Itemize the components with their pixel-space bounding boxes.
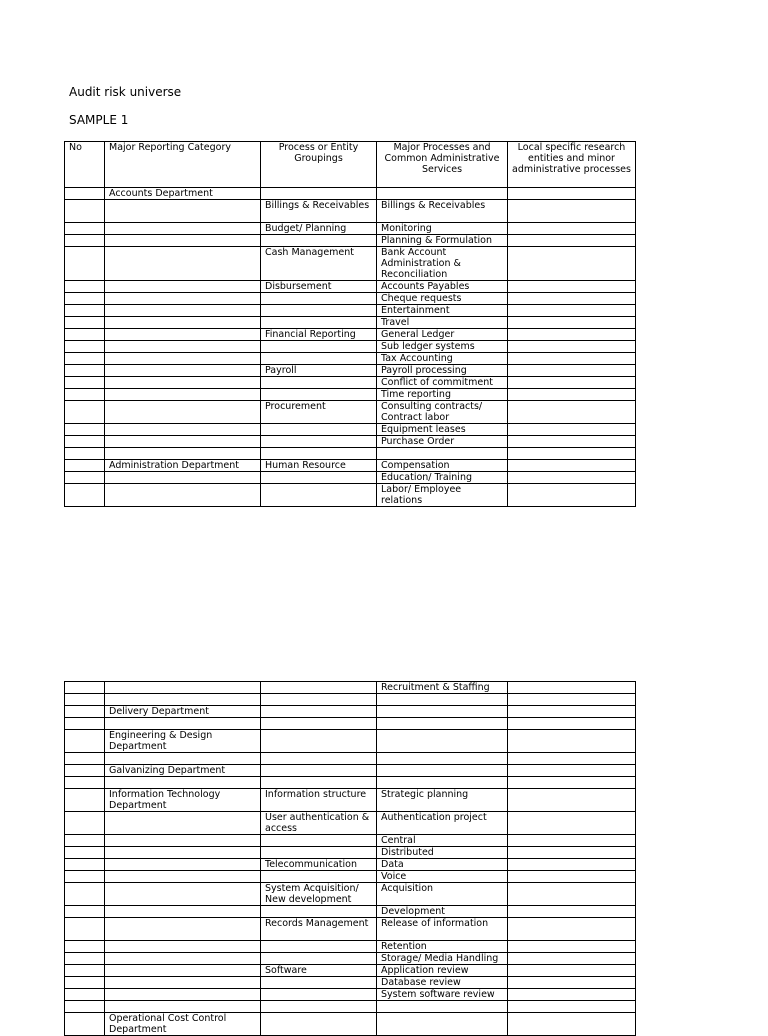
cell-local-specific	[508, 247, 636, 281]
cell-process-grouping	[261, 448, 377, 460]
cell-local-specific	[508, 341, 636, 353]
header-local-specific: Local specific research entities and minor administrative processes	[508, 142, 636, 188]
cell-local-specific	[508, 484, 636, 507]
cell-no	[65, 859, 105, 871]
cell-reporting-category	[105, 989, 261, 1001]
table-row	[65, 859, 636, 871]
cell-major-process	[377, 753, 508, 765]
cell-no	[65, 706, 105, 718]
table-row	[65, 682, 636, 694]
header-no: No	[65, 142, 105, 188]
cell-major-process: Voice	[377, 871, 508, 883]
table-row	[65, 871, 636, 883]
table-row	[65, 847, 636, 859]
cell-process-grouping	[261, 694, 377, 706]
table-row	[65, 460, 636, 472]
cell-no	[65, 953, 105, 965]
cell-process-grouping: Procurement	[261, 401, 377, 424]
cell-local-specific	[508, 401, 636, 424]
cell-reporting-category	[105, 293, 261, 305]
cell-local-specific	[508, 941, 636, 953]
cell-no	[65, 965, 105, 977]
cell-major-process	[377, 188, 508, 200]
cell-major-process	[377, 777, 508, 789]
cell-local-specific	[508, 472, 636, 484]
cell-no	[65, 1001, 105, 1013]
cell-local-specific	[508, 305, 636, 317]
cell-process-grouping	[261, 682, 377, 694]
cell-reporting-category	[105, 484, 261, 507]
cell-no	[65, 941, 105, 953]
cell-major-process: Distributed	[377, 847, 508, 859]
cell-local-specific	[508, 436, 636, 448]
cell-process-grouping	[261, 293, 377, 305]
cell-process-grouping	[261, 389, 377, 401]
cell-major-process: Billings & Receivables	[377, 200, 508, 223]
cell-local-specific	[508, 389, 636, 401]
cell-process-grouping	[261, 871, 377, 883]
cell-no	[65, 906, 105, 918]
cell-major-process: Consulting contracts/ Contract labor	[377, 401, 508, 424]
cell-major-process: Database review	[377, 977, 508, 989]
cell-reporting-category	[105, 777, 261, 789]
cell-major-process	[377, 448, 508, 460]
cell-process-grouping: Records Management	[261, 918, 377, 941]
cell-local-specific	[508, 317, 636, 329]
header-process-groupings: Process or Entity Groupings	[261, 142, 377, 188]
table-row	[65, 835, 636, 847]
cell-process-grouping: Financial Reporting	[261, 329, 377, 341]
cell-local-specific	[508, 789, 636, 812]
header-major-reporting-category: Major Reporting Category	[105, 142, 261, 188]
cell-local-specific	[508, 460, 636, 472]
cell-reporting-category	[105, 448, 261, 460]
cell-major-process: Development	[377, 906, 508, 918]
cell-local-specific	[508, 365, 636, 377]
cell-no	[65, 200, 105, 223]
cell-no	[65, 293, 105, 305]
cell-reporting-category: Accounts Department	[105, 188, 261, 200]
cell-no	[65, 918, 105, 941]
table-row	[65, 1001, 636, 1013]
cell-major-process: Equipment leases	[377, 424, 508, 436]
cell-reporting-category	[105, 847, 261, 859]
cell-major-process: Storage/ Media Handling	[377, 953, 508, 965]
cell-major-process: Data	[377, 859, 508, 871]
cell-local-specific	[508, 953, 636, 965]
cell-reporting-category: Administration Department	[105, 460, 261, 472]
cell-process-grouping	[261, 436, 377, 448]
cell-major-process: Education/ Training	[377, 472, 508, 484]
cell-reporting-category	[105, 941, 261, 953]
table-row	[65, 765, 636, 777]
cell-reporting-category	[105, 424, 261, 436]
cell-local-specific	[508, 424, 636, 436]
cell-major-process: Labor/ Employee relations	[377, 484, 508, 507]
cell-local-specific	[508, 777, 636, 789]
cell-major-process	[377, 718, 508, 730]
cell-no	[65, 472, 105, 484]
cell-no	[65, 341, 105, 353]
cell-no	[65, 812, 105, 835]
table-row	[65, 777, 636, 789]
cell-no	[65, 871, 105, 883]
cell-no	[65, 835, 105, 847]
cell-no	[65, 436, 105, 448]
cell-process-grouping: Information structure	[261, 789, 377, 812]
cell-major-process: Bank Account Administration & Reconciliation	[377, 247, 508, 281]
cell-process-grouping	[261, 424, 377, 436]
table-row	[65, 906, 636, 918]
cell-major-process	[377, 765, 508, 777]
table-row	[65, 353, 636, 365]
cell-local-specific	[508, 1001, 636, 1013]
table-row	[65, 329, 636, 341]
cell-process-grouping	[261, 235, 377, 247]
cell-major-process: System software review	[377, 989, 508, 1001]
cell-reporting-category	[105, 965, 261, 977]
table-row	[65, 200, 636, 223]
cell-no	[65, 989, 105, 1001]
cell-reporting-category	[105, 305, 261, 317]
cell-local-specific	[508, 730, 636, 753]
cell-local-specific	[508, 847, 636, 859]
header-major-processes: Major Processes and Common Administrative Services	[377, 142, 508, 188]
cell-major-process	[377, 1013, 508, 1036]
table-row	[65, 941, 636, 953]
cell-no	[65, 977, 105, 989]
cell-no	[65, 730, 105, 753]
cell-process-grouping	[261, 353, 377, 365]
cell-process-grouping	[261, 977, 377, 989]
table-row	[65, 918, 636, 941]
table-row	[65, 1013, 636, 1036]
cell-no	[65, 883, 105, 906]
cell-no	[65, 765, 105, 777]
table-row	[65, 694, 636, 706]
cell-local-specific	[508, 965, 636, 977]
cell-no	[65, 424, 105, 436]
cell-major-process: Recruitment & Staffing	[377, 682, 508, 694]
table-row	[65, 281, 636, 293]
cell-reporting-category	[105, 859, 261, 871]
cell-major-process: General Ledger	[377, 329, 508, 341]
cell-reporting-category	[105, 341, 261, 353]
table-row	[65, 989, 636, 1001]
cell-reporting-category: Delivery Department	[105, 706, 261, 718]
cell-reporting-category	[105, 317, 261, 329]
table-row	[65, 235, 636, 247]
cell-reporting-category	[105, 906, 261, 918]
table-row	[65, 341, 636, 353]
cell-local-specific	[508, 977, 636, 989]
cell-no	[65, 460, 105, 472]
page-title: Audit risk universe	[69, 85, 182, 99]
cell-no	[65, 317, 105, 329]
cell-no	[65, 484, 105, 507]
cell-process-grouping: Disbursement	[261, 281, 377, 293]
cell-major-process: Retention	[377, 941, 508, 953]
cell-reporting-category	[105, 835, 261, 847]
cell-major-process: Release of information	[377, 918, 508, 941]
table-row	[65, 730, 636, 753]
cell-reporting-category	[105, 235, 261, 247]
cell-reporting-category	[105, 718, 261, 730]
cell-major-process: Tax Accounting	[377, 353, 508, 365]
table-row	[65, 389, 636, 401]
cell-process-grouping	[261, 777, 377, 789]
cell-process-grouping	[261, 941, 377, 953]
table-row	[65, 718, 636, 730]
cell-reporting-category	[105, 883, 261, 906]
cell-local-specific	[508, 353, 636, 365]
cell-local-specific	[508, 448, 636, 460]
cell-no	[65, 789, 105, 812]
cell-major-process: Acquisition	[377, 883, 508, 906]
cell-reporting-category	[105, 1001, 261, 1013]
cell-process-grouping	[261, 1001, 377, 1013]
cell-process-grouping	[261, 341, 377, 353]
table-row	[65, 472, 636, 484]
cell-reporting-category: Galvanizing Department	[105, 765, 261, 777]
cell-reporting-category: Operational Cost Control Department	[105, 1013, 261, 1036]
cell-major-process	[377, 694, 508, 706]
table-row	[65, 965, 636, 977]
cell-local-specific	[508, 223, 636, 235]
cell-major-process: Authentication project	[377, 812, 508, 835]
cell-process-grouping	[261, 718, 377, 730]
cell-process-grouping: System Acquisition/ New development	[261, 883, 377, 906]
cell-reporting-category	[105, 200, 261, 223]
table-row	[65, 424, 636, 436]
cell-local-specific	[508, 883, 636, 906]
cell-process-grouping: Budget/ Planning	[261, 223, 377, 235]
table-row	[65, 953, 636, 965]
table-row	[65, 436, 636, 448]
cell-no	[65, 401, 105, 424]
cell-reporting-category	[105, 871, 261, 883]
table-row	[65, 293, 636, 305]
cell-major-process: Compensation	[377, 460, 508, 472]
cell-no	[65, 329, 105, 341]
cell-no	[65, 305, 105, 317]
cell-reporting-category	[105, 223, 261, 235]
cell-process-grouping	[261, 305, 377, 317]
cell-reporting-category	[105, 377, 261, 389]
cell-local-specific	[508, 859, 636, 871]
table-row	[65, 188, 636, 200]
cell-process-grouping	[261, 953, 377, 965]
cell-no	[65, 188, 105, 200]
cell-major-process: Central	[377, 835, 508, 847]
cell-no	[65, 847, 105, 859]
cell-process-grouping	[261, 1013, 377, 1036]
cell-reporting-category	[105, 365, 261, 377]
cell-local-specific	[508, 200, 636, 223]
cell-process-grouping: Cash Management	[261, 247, 377, 281]
cell-local-specific	[508, 188, 636, 200]
cell-major-process: Payroll processing	[377, 365, 508, 377]
cell-major-process: Cheque requests	[377, 293, 508, 305]
table-row	[65, 883, 636, 906]
cell-major-process: Accounts Payables	[377, 281, 508, 293]
table-row	[65, 706, 636, 718]
cell-reporting-category	[105, 353, 261, 365]
cell-major-process	[377, 1001, 508, 1013]
table-row	[65, 448, 636, 460]
cell-local-specific	[508, 918, 636, 941]
cell-reporting-category	[105, 389, 261, 401]
cell-process-grouping	[261, 317, 377, 329]
cell-reporting-category	[105, 472, 261, 484]
table-row	[65, 789, 636, 812]
cell-major-process: Entertainment	[377, 305, 508, 317]
cell-reporting-category	[105, 953, 261, 965]
cell-local-specific	[508, 235, 636, 247]
cell-reporting-category	[105, 247, 261, 281]
cell-process-grouping	[261, 472, 377, 484]
cell-process-grouping	[261, 706, 377, 718]
cell-no	[65, 753, 105, 765]
cell-major-process: Application review	[377, 965, 508, 977]
table-row	[65, 365, 636, 377]
cell-local-specific	[508, 765, 636, 777]
cell-reporting-category	[105, 329, 261, 341]
cell-reporting-category	[105, 694, 261, 706]
table-header-row	[65, 142, 636, 188]
table-row	[65, 223, 636, 235]
cell-no	[65, 281, 105, 293]
cell-process-grouping: Software	[261, 965, 377, 977]
cell-local-specific	[508, 706, 636, 718]
cell-process-grouping: User authentication & access	[261, 812, 377, 835]
cell-major-process: Purchase Order	[377, 436, 508, 448]
cell-major-process: Time reporting	[377, 389, 508, 401]
cell-no	[65, 682, 105, 694]
cell-local-specific	[508, 329, 636, 341]
cell-no	[65, 365, 105, 377]
cell-no	[65, 353, 105, 365]
cell-no	[65, 718, 105, 730]
cell-local-specific	[508, 835, 636, 847]
table-row	[65, 317, 636, 329]
cell-no	[65, 235, 105, 247]
cell-reporting-category	[105, 401, 261, 424]
cell-no	[65, 389, 105, 401]
cell-local-specific	[508, 906, 636, 918]
cell-reporting-category	[105, 977, 261, 989]
cell-process-grouping	[261, 188, 377, 200]
cell-process-grouping	[261, 484, 377, 507]
cell-local-specific	[508, 293, 636, 305]
cell-major-process: Planning & Formulation	[377, 235, 508, 247]
cell-major-process: Conflict of commitment	[377, 377, 508, 389]
cell-local-specific	[508, 812, 636, 835]
cell-no	[65, 1013, 105, 1036]
cell-local-specific	[508, 694, 636, 706]
cell-reporting-category	[105, 918, 261, 941]
cell-process-grouping: Human Resource	[261, 460, 377, 472]
cell-reporting-category	[105, 436, 261, 448]
cell-local-specific	[508, 1013, 636, 1036]
cell-process-grouping	[261, 753, 377, 765]
table-row	[65, 484, 636, 507]
cell-major-process	[377, 730, 508, 753]
cell-no	[65, 448, 105, 460]
cell-reporting-category: Engineering & Design Department	[105, 730, 261, 753]
cell-major-process: Sub ledger systems	[377, 341, 508, 353]
table-row	[65, 753, 636, 765]
cell-reporting-category	[105, 812, 261, 835]
cell-no	[65, 377, 105, 389]
cell-process-grouping: Billings & Receivables	[261, 200, 377, 223]
cell-local-specific	[508, 871, 636, 883]
audit-table-page-1	[64, 141, 636, 507]
cell-local-specific	[508, 753, 636, 765]
cell-process-grouping	[261, 377, 377, 389]
cell-process-grouping	[261, 765, 377, 777]
cell-process-grouping: Telecommunication	[261, 859, 377, 871]
cell-no	[65, 777, 105, 789]
cell-reporting-category: Information Technology Department	[105, 789, 261, 812]
table-row	[65, 377, 636, 389]
cell-local-specific	[508, 682, 636, 694]
cell-no	[65, 247, 105, 281]
table-row	[65, 401, 636, 424]
cell-process-grouping	[261, 989, 377, 1001]
cell-process-grouping	[261, 847, 377, 859]
cell-major-process: Monitoring	[377, 223, 508, 235]
cell-process-grouping	[261, 730, 377, 753]
sample-label: SAMPLE 1	[69, 113, 129, 127]
cell-reporting-category	[105, 753, 261, 765]
cell-major-process: Strategic planning	[377, 789, 508, 812]
table-row	[65, 812, 636, 835]
cell-reporting-category	[105, 682, 261, 694]
cell-no	[65, 694, 105, 706]
cell-process-grouping: Payroll	[261, 365, 377, 377]
cell-no	[65, 223, 105, 235]
cell-major-process: Travel	[377, 317, 508, 329]
cell-reporting-category	[105, 281, 261, 293]
audit-table-page-2	[64, 681, 636, 1036]
cell-local-specific	[508, 281, 636, 293]
cell-process-grouping	[261, 906, 377, 918]
cell-local-specific	[508, 989, 636, 1001]
table-row	[65, 977, 636, 989]
table-row	[65, 305, 636, 317]
cell-local-specific	[508, 377, 636, 389]
table-row	[65, 247, 636, 281]
cell-process-grouping	[261, 835, 377, 847]
cell-major-process	[377, 706, 508, 718]
cell-local-specific	[508, 718, 636, 730]
